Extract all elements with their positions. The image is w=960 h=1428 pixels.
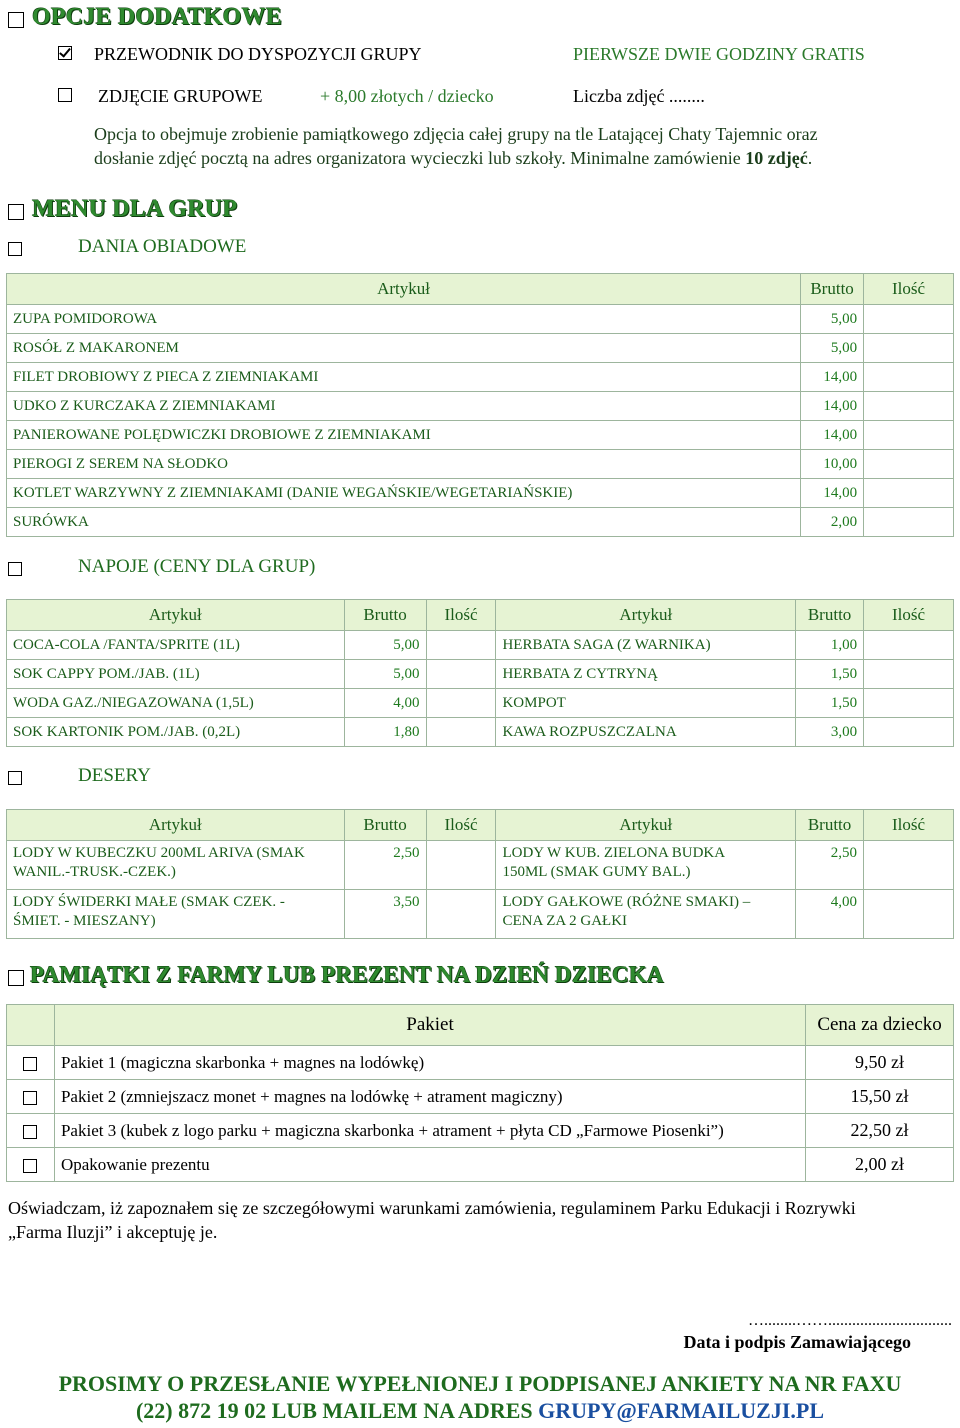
header-ilosc: Ilość <box>426 600 496 631</box>
section-menu-header <box>8 196 237 223</box>
obiadowe-checkbox-wrap <box>8 240 22 258</box>
item-name-line: ŚMIET. - MIESZANY) <box>13 913 156 929</box>
qty-cell[interactable] <box>864 305 954 334</box>
item-name: SURÓWKA <box>7 508 801 537</box>
item-name: WODA GAZ./NIEGAZOWANA (1,5L) <box>7 689 345 718</box>
obiadowe-table <box>6 273 954 537</box>
header-brutto: Brutto <box>344 810 426 841</box>
item-name: HERBATA SAGA (Z WARNIKA) <box>496 631 796 660</box>
item-price: 5,00 <box>801 305 864 334</box>
przewodnik-note: PIERWSZE DWIE GODZINY GRATIS <box>573 44 865 64</box>
item-name-line: CENA ZA 2 GAŁKI <box>502 913 628 929</box>
description-end: . <box>807 148 813 168</box>
item-price: 14,00 <box>801 479 864 508</box>
qty-cell[interactable] <box>864 508 954 537</box>
header-ilosc: Ilość <box>864 600 954 631</box>
footer-line-2 <box>0 1397 960 1424</box>
item-price: 3,50 <box>344 890 426 939</box>
table-row <box>7 660 954 689</box>
item-name: HERBATA Z CYTRYNĄ <box>496 660 796 689</box>
footer-email-link[interactable]: GRUPY@FARMAILUZJI.PL <box>538 1398 825 1423</box>
item-price: 4,00 <box>344 689 426 718</box>
table-row <box>7 841 954 890</box>
przewodnik-checkbox[interactable] <box>58 46 72 60</box>
item-price: 14,00 <box>801 363 864 392</box>
oswiadczenie <box>8 1196 954 1244</box>
qty-cell[interactable] <box>864 660 954 689</box>
qty-cell[interactable] <box>864 631 954 660</box>
item-name: PANIEROWANE POLĘDWICZKI DROBIOWE Z ZIEMNIAKAMI <box>7 421 801 450</box>
napoje-checkbox[interactable] <box>8 562 22 576</box>
pakiet-price: 2,00 zł <box>806 1148 954 1182</box>
table-row <box>7 508 954 537</box>
desery-checkbox[interactable] <box>8 771 22 785</box>
item-price: 5,00 <box>801 334 864 363</box>
desery-checkbox-wrap <box>8 769 22 787</box>
header-cena: Cena za dziecko <box>806 1005 954 1046</box>
zdjecie-count-field[interactable]: Liczba zdjęć ........ <box>573 86 705 106</box>
section-pamiatki-header <box>8 962 664 988</box>
footer-line-1: PROSIMY O PRZESŁANIE WYPEŁNIONEJ I PODPISANEJ ANKIETY NA NR FAXU <box>58 1371 902 1396</box>
obiadowe-title: DANIA OBIADOWE <box>78 236 247 257</box>
description-line-1: Opcja to obejmuje zrobienie pamiątkowego zdjęcia całej grupy na tle Latającej Chaty Tajemnic oraz <box>94 124 818 144</box>
table-row <box>7 890 954 939</box>
qty-cell[interactable] <box>864 421 954 450</box>
item-name: SOK KARTONIK POM./JAB. (0,2L) <box>7 718 345 747</box>
pamiatki-title: PAMIĄTKI Z FARMY LUB PREZENT NA DZIEŃ DZIECKA <box>30 962 664 987</box>
table-row <box>7 1080 954 1114</box>
qty-cell[interactable] <box>864 334 954 363</box>
pakiet-name: Pakiet 2 (zmniejszacz monet + magnes na lodówkę + atrament magiczny) <box>54 1080 805 1114</box>
qty-cell[interactable] <box>864 479 954 508</box>
item-name: SOK CAPPY POM./JAB. (1L) <box>7 660 345 689</box>
header-artykul: Artykuł <box>7 810 345 841</box>
item-price: 5,00 <box>344 631 426 660</box>
table-row <box>7 363 954 392</box>
table-row <box>7 1046 954 1080</box>
table-row <box>7 1148 954 1182</box>
description-line-2 <box>94 146 954 170</box>
qty-cell[interactable] <box>864 718 954 747</box>
menu-checkbox[interactable] <box>8 204 24 220</box>
napoje-header-row <box>7 600 954 631</box>
zdjecie-checkbox-wrap <box>58 86 72 104</box>
header-artykul: Artykuł <box>7 274 801 305</box>
item-price: 1,00 <box>796 631 864 660</box>
item-name: UDKO Z KURCZAKA Z ZIEMNIAKAMI <box>7 392 801 421</box>
pakiet-checkbox[interactable] <box>23 1091 37 1105</box>
pakiet-price: 15,50 zł <box>806 1080 954 1114</box>
header-ilosc: Ilość <box>864 274 954 305</box>
signature-line[interactable]: …........……............................... <box>748 1312 952 1329</box>
item-price: 2,50 <box>344 841 426 890</box>
pakiet-checkbox[interactable] <box>23 1057 37 1071</box>
header-blank <box>7 1005 55 1046</box>
pakiet-price: 9,50 zł <box>806 1046 954 1080</box>
pakiet-name: Pakiet 1 (magiczna skarbonka + magnes na lodówkę) <box>54 1046 805 1080</box>
pakiet-name: Opakowanie prezentu <box>54 1148 805 1182</box>
pakiet-checkbox[interactable] <box>23 1125 37 1139</box>
item-name: COCA-COLA /FANTA/SPRITE (1L) <box>7 631 345 660</box>
header-brutto: Brutto <box>801 274 864 305</box>
qty-cell[interactable] <box>426 718 496 747</box>
header-brutto: Brutto <box>796 810 864 841</box>
pakiet-name: Pakiet 3 (kubek z logo parku + magiczna skarbonka + atrament + płyta CD „Farmowe Piosenki”) <box>54 1114 805 1148</box>
item-name: PIEROGI Z SEREM NA SŁODKO <box>7 450 801 479</box>
item-price: 14,00 <box>801 392 864 421</box>
item-name: ROSÓŁ Z MAKARONEM <box>7 334 801 363</box>
item-name-line: LODY GAŁKOWE (RÓŻNE SMAKI) – <box>502 894 751 910</box>
pakiet-price: 22,50 zł <box>806 1114 954 1148</box>
header-ilosc: Ilość <box>426 810 496 841</box>
item-price: 3,00 <box>796 718 864 747</box>
section-opcje-header <box>8 4 282 31</box>
qty-cell[interactable] <box>864 689 954 718</box>
opcje-title: OPCJE DODATKOWE <box>32 4 282 30</box>
qty-cell[interactable] <box>864 392 954 421</box>
header-ilosc: Ilość <box>864 810 954 841</box>
desery-title: DESERY <box>78 765 151 786</box>
desery-header-row <box>7 810 954 841</box>
obiadowe-header-row <box>7 274 954 305</box>
header-artykul: Artykuł <box>496 810 796 841</box>
header-artykul: Artykuł <box>496 600 796 631</box>
table-row <box>7 718 954 747</box>
footer-line-2-text: (22) 872 19 02 LUB MAILEM NA ADRES <box>135 1398 539 1423</box>
header-brutto: Brutto <box>344 600 426 631</box>
table-row <box>7 392 954 421</box>
item-price: 5,00 <box>344 660 426 689</box>
qty-cell[interactable] <box>864 890 954 939</box>
opcje-checkbox[interactable] <box>8 12 24 28</box>
footer <box>0 1370 960 1424</box>
qty-cell[interactable] <box>864 363 954 392</box>
qty-cell[interactable] <box>426 689 496 718</box>
item-price: 2,50 <box>796 841 864 890</box>
item-name-line: LODY ŚWIDERKI MAŁE (SMAK CZEK. - <box>13 894 285 910</box>
pakiet-checkbox-cell <box>7 1148 55 1182</box>
oswiadczenie-line-1: Oświadczam, iż zapoznałem się ze szczegółowymi warunkami zamówienia, regulaminem Parku Edukacji i Rozrywki <box>8 1198 856 1218</box>
zdjecie-price: + 8,00 złotych / dziecko <box>320 86 494 106</box>
header-artykul: Artykuł <box>7 600 345 631</box>
description-minimum: 10 zdjęć <box>745 148 808 168</box>
napoje-title: NAPOJE (CENY DLA GRUP) <box>78 556 316 577</box>
napoje-checkbox-wrap <box>8 560 22 578</box>
table-row <box>7 689 954 718</box>
pamiatki-table <box>6 1004 954 1182</box>
header-pakiet: Pakiet <box>54 1005 805 1046</box>
table-row <box>7 1114 954 1148</box>
pamiatki-checkbox[interactable] <box>8 970 24 986</box>
zdjecie-description <box>94 122 954 170</box>
przewodnik-label: PRZEWODNIK DO DYSPOZYCJI GRUPY <box>94 44 422 64</box>
qty-cell[interactable] <box>864 450 954 479</box>
table-row <box>7 450 954 479</box>
table-row <box>7 421 954 450</box>
signature-label: Data i podpis Zamawiającego <box>683 1332 911 1352</box>
item-name: KOTLET WARZYWNY Z ZIEMNIAKAMI (DANIE WEGAŃSKIE/WEGETARIAŃSKIE) <box>7 479 801 508</box>
item-name-line: 150ML (SMAK GUMY BAL.) <box>502 864 691 880</box>
item-name: KAWA ROZPUSZCZALNA <box>496 718 796 747</box>
menu-title: MENU DLA GRUP <box>32 196 238 222</box>
item-name-line: LODY W KUBECZKU 200ML ARIVA (SMAK <box>13 845 305 861</box>
item-price: 4,00 <box>796 890 864 939</box>
oswiadczenie-line-2: „Farma Iluzji” i akceptuję je. <box>8 1222 218 1242</box>
pakiet-checkbox-cell <box>7 1080 55 1114</box>
item-name: ZUPA POMIDOROWA <box>7 305 801 334</box>
pamiatki-header-row <box>7 1005 954 1046</box>
qty-cell[interactable] <box>426 631 496 660</box>
item-name <box>496 890 796 939</box>
zdjecie-label: ZDJĘCIE GRUPOWE <box>98 86 263 106</box>
item-name <box>7 890 345 939</box>
item-name: FILET DROBIOWY Z PIECA Z ZIEMNIAKAMI <box>7 363 801 392</box>
item-name-line: LODY W KUB. ZIELONA BUDKA <box>502 845 726 861</box>
item-price: 14,00 <box>801 421 864 450</box>
przewodnik-checkbox-wrap <box>58 44 72 62</box>
item-name-line: WANIL.-TRUSK.-CZEK.) <box>13 864 176 880</box>
item-name <box>496 841 796 890</box>
item-price: 10,00 <box>801 450 864 479</box>
table-row <box>7 305 954 334</box>
qty-cell[interactable] <box>864 841 954 890</box>
qty-cell[interactable] <box>426 890 496 939</box>
table-row <box>7 479 954 508</box>
item-name: KOMPOT <box>496 689 796 718</box>
item-price: 2,00 <box>801 508 864 537</box>
item-price: 1,50 <box>796 689 864 718</box>
napoje-table <box>6 599 954 747</box>
obiadowe-checkbox[interactable] <box>8 242 22 256</box>
item-price: 1,50 <box>796 660 864 689</box>
table-row <box>7 334 954 363</box>
pakiet-checkbox-cell <box>7 1046 55 1080</box>
description-line-2-text: dosłanie zdjęć pocztą na adres organizatora wycieczki lub szkoły. Minimalne zamówienie <box>94 148 746 168</box>
table-row <box>7 631 954 660</box>
item-name <box>7 841 345 890</box>
pakiet-checkbox-cell <box>7 1114 55 1148</box>
desery-table <box>6 809 954 939</box>
qty-cell[interactable] <box>426 660 496 689</box>
item-price: 1,80 <box>344 718 426 747</box>
zdjecie-checkbox[interactable] <box>58 88 72 102</box>
header-brutto: Brutto <box>796 600 864 631</box>
qty-cell[interactable] <box>426 841 496 890</box>
pakiet-checkbox[interactable] <box>23 1159 37 1173</box>
